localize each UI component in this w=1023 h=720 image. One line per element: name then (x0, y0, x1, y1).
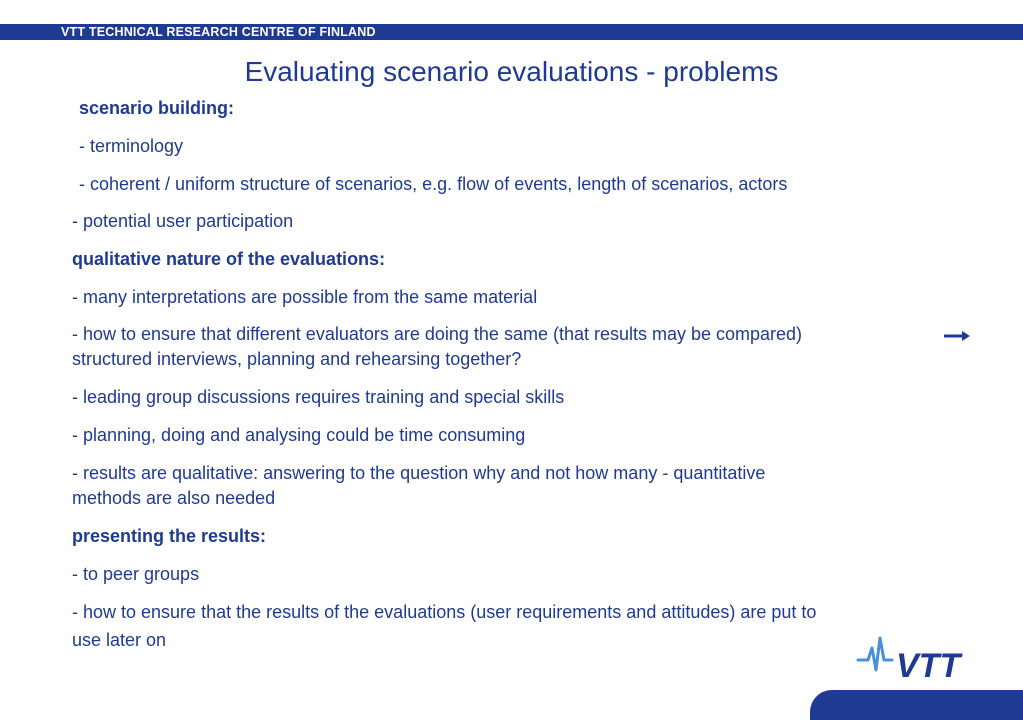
bullet-structured-interviews: structured interviews, planning and rehearsing together? (72, 349, 522, 369)
bullet-time-consuming: - planning, doing and analysing could be time consuming (72, 425, 526, 445)
bullet-group-discussions: - leading group discussions requires training and special skills (72, 387, 565, 407)
vtt-logo (856, 634, 978, 680)
bullet-coherent-structure: - coherent / uniform structure of scenarios, e.g. flow of events, length of scenarios, actors (79, 174, 788, 194)
vtt-logo-text: VTT (896, 647, 961, 680)
bullet-peer-groups: - to peer groups (72, 564, 200, 584)
section-heading-qualitative: qualitative nature of the evaluations: (72, 249, 386, 269)
bullet-user-participation: - potential user participation (72, 211, 294, 231)
header-bar (0, 24, 1023, 40)
bullet-interpretations: - many interpretations are possible from the same material (72, 287, 538, 307)
bullet-terminology: - terminology (79, 136, 184, 156)
bullet-results-qualitative-cont: methods are also needed (72, 488, 276, 508)
section-heading-scenario-building: scenario building: (79, 98, 235, 118)
right-arrow-icon (944, 330, 970, 342)
footer-corner-decoration (810, 690, 1023, 720)
bullet-different-evaluators: - how to ensure that different evaluators are doing the same (that results may be compared) (72, 324, 803, 344)
slide-title: Evaluating scenario evaluations - problems (244, 56, 779, 87)
section-heading-presenting: presenting the results: (72, 526, 267, 546)
org-label: VTT TECHNICAL RESEARCH CENTRE OF FINLAND (61, 25, 376, 39)
bullet-results-put-to-use-cont: use later on (72, 630, 167, 650)
bullet-results-put-to-use: - how to ensure that the results of the evaluations (user requirements and attitudes) are put to (72, 602, 817, 622)
bullet-results-qualitative: - results are qualitative: answering to the question why and not how many - quantitative (72, 463, 766, 483)
